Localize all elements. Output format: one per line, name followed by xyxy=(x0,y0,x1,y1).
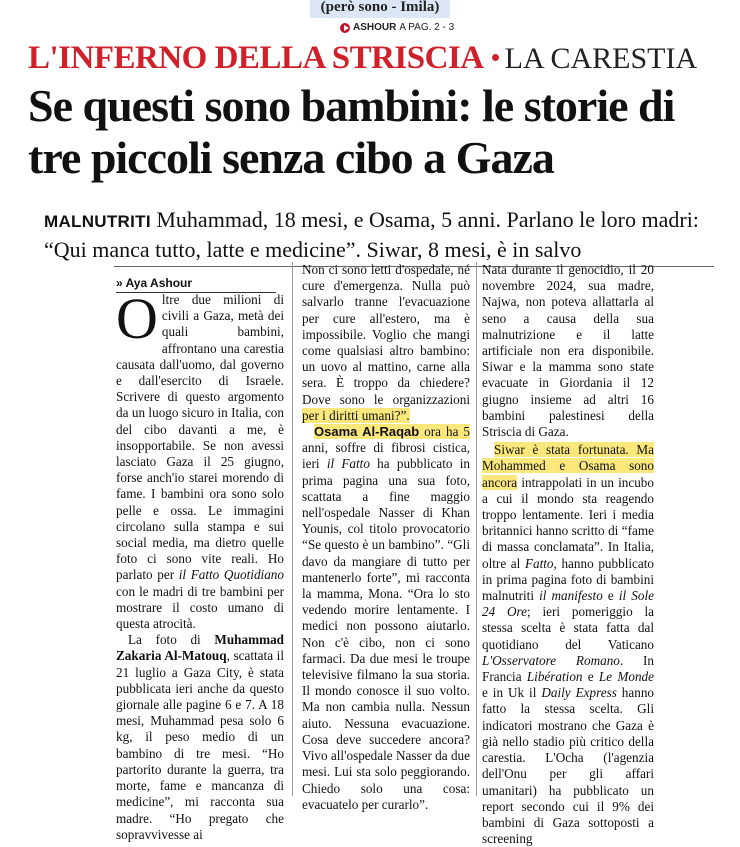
text: La foto di xyxy=(128,632,215,648)
byline-chevron-icon: » xyxy=(116,276,123,290)
text: e in Uk il xyxy=(482,685,542,701)
text: intrappolati in un incubo a cui il mondo sta reagendo troppo lentamente. Ieri i media britannici hanno scritto di “fame di massa conclamata”. In Italia, oltre al xyxy=(482,474,654,571)
text: Non ci sono letti d'ospedale, né cure d'emergenza. Nulla può salvarlo tranne l'evacuazione per cure all'estero, ma è impossibile. Voglio che mangi come qualsiasi altro bambino: un uovo al mattino, carne alla sera. È troppo da chiedere? Dove sono le organizzazioni xyxy=(302,262,470,407)
top-banner: (però sono - Imila) xyxy=(310,0,450,18)
text: L'Osservatore Romano xyxy=(482,652,620,668)
text: anni, soffre di fibrosi cistica, ieri xyxy=(302,440,470,472)
highlighted-text: ora ha 5 xyxy=(419,424,470,440)
paragraph xyxy=(302,262,470,424)
paragraph xyxy=(482,262,654,440)
summary-text: Muhammad, 18 mesi, e Osama, 5 anni. Parlano le loro madri: “Qui manca tutto, latte e medicine”. Siwar, 8 mesi, è in salvo xyxy=(44,207,699,262)
text: ; ieri pomeriggio la stessa scelta è stata fatta dal quotidiano del Vaticano xyxy=(482,604,654,652)
kicker-highlight: L'INFERNO DELLA STRISCIA xyxy=(28,40,484,76)
reference-page: A PAG. 2 - 3 xyxy=(399,22,455,33)
play-icon xyxy=(340,23,350,33)
text: hanno fatto la stessa scelta. Gli indicatori mostrano che Gaza è già nello stadio più critico della carestia. L'Ocha (l'agenzia dell'Onu per gli affari umanitari) ha pubblicato un report secondo cui il 9% dei bambini di Gaza sottoposti a screening xyxy=(482,685,655,847)
article-column-2 xyxy=(302,262,471,812)
highlighted-name: Osama Al-Raqab xyxy=(314,424,420,440)
highlighted-text: Siwar è stata fortunata. Ma Mohammed e Osama sono ancora xyxy=(482,442,654,490)
article-column-3 xyxy=(482,262,655,847)
text: con le madri di tre bambini per mostrare il costo umano di questa atrocità. xyxy=(116,583,284,632)
text: Muhammad Zakaria Al-Matouq xyxy=(116,632,284,664)
text: ha pubblicato in prima pagina una sua foto, scattata a fine maggio nell'ospedale Nasser di Khan Younis, col titolo provocatorio “Se questo è un bambino”. “Gli davo da mangiare di tutto per mantenerlo forte”, mi racconta la mamma, Mona. “Ora lo sto vedendo morire lentamente. I medici non possono aiutarlo. Non c'è cibo, non ci sono farmaci. Da due mesi le troupe televisive filmano la sua storia. Il mondo conosce il suo volto. Ma non cambia nulla. Nessun aiuto. Nessuna evacuazione. Cosa deve succedere ancora? Vivo all'ospedale Nasser da due mesi. Lui sta solo peggiorando. Chiedo solo una cosa: evacuatelo per curarlo”. xyxy=(302,456,471,812)
text: , scattata il 21 luglio a Gaza City, è stata pubblicata ieri anche da questo giornale alle pagine 6 e 7. A 18 mesi, Muhammad pesa solo 6 kg, il peso medio di un bambino di tre mesi. “Ho partorito durante la guerra, tra morte, fame e mancanza di medicine”, mi racconta sua madre. “Ho pregato che sopravvivesse ai xyxy=(116,648,284,842)
text: il Fatto Quotidiano xyxy=(178,567,284,583)
column-divider xyxy=(292,262,293,796)
column-divider xyxy=(476,262,477,796)
text: e xyxy=(582,669,599,685)
highlighted-text: per i diritti umani?”. xyxy=(302,407,410,423)
summary xyxy=(44,206,734,264)
text: il Fatto xyxy=(326,456,370,472)
text: . In Francia xyxy=(482,652,654,685)
text: ltre due milioni di civili a Gaza, metà dei quali bambini, affrontano una carestia causata dall'uomo, dal governo e dall'esercito di Israele. Scrivere di questo argomento da un luogo sicuro in Italia, con del cibo davanti a me, è insopportabile. Se non avessi lasciato Gaza il 25 giugno, forse anch'io starei morendo di fame. I bambini ora sono solo pelle e ossa. Le immagini circolano sulla stampa e sui social media, ma dietro quelle foto ci sono vite reali. Ho parlato per xyxy=(116,292,284,583)
article-column-1 xyxy=(116,286,284,842)
paragraph xyxy=(116,286,284,632)
paragraph xyxy=(302,424,470,813)
text: , hanno pubblicato in prima pagina foto di bambini malnutriti xyxy=(482,555,654,604)
text: il manifesto xyxy=(539,588,603,604)
text: Nata durante il genocidio, il 20 novembre 2024, sua madre, Najwa, non poteva allattarla al seno a causa della sua malnutrizione e il latte artificiale non era disponibile. Siwar e la mamma sono state evacuate in Giordania il 12 giugno insieme ad altri 16 bambini palestinesi della Striscia di Gaza. xyxy=(482,262,654,440)
kicker xyxy=(28,40,738,77)
reference-author: ASHOUR xyxy=(353,22,397,33)
byline-author: Aya Ashour xyxy=(125,276,193,290)
text: il Sole 24 Ore xyxy=(482,588,654,620)
text: Le Monde xyxy=(598,669,655,685)
headline: Se questi sono bambini: le storie di tre piccoli senza cibo a Gaza xyxy=(28,80,675,183)
summary-tag: MALNUTRITI xyxy=(44,212,151,231)
text: Daily Express xyxy=(541,685,617,701)
text: e xyxy=(602,588,619,604)
paragraph xyxy=(482,442,654,847)
dropcap: O xyxy=(116,286,158,351)
page-reference xyxy=(340,22,454,33)
paragraph xyxy=(116,632,284,843)
text: Fatto xyxy=(524,555,554,571)
text: Libération xyxy=(526,669,583,685)
kicker-section: LA CARESTIA xyxy=(504,42,698,75)
bullet-icon xyxy=(492,54,499,61)
